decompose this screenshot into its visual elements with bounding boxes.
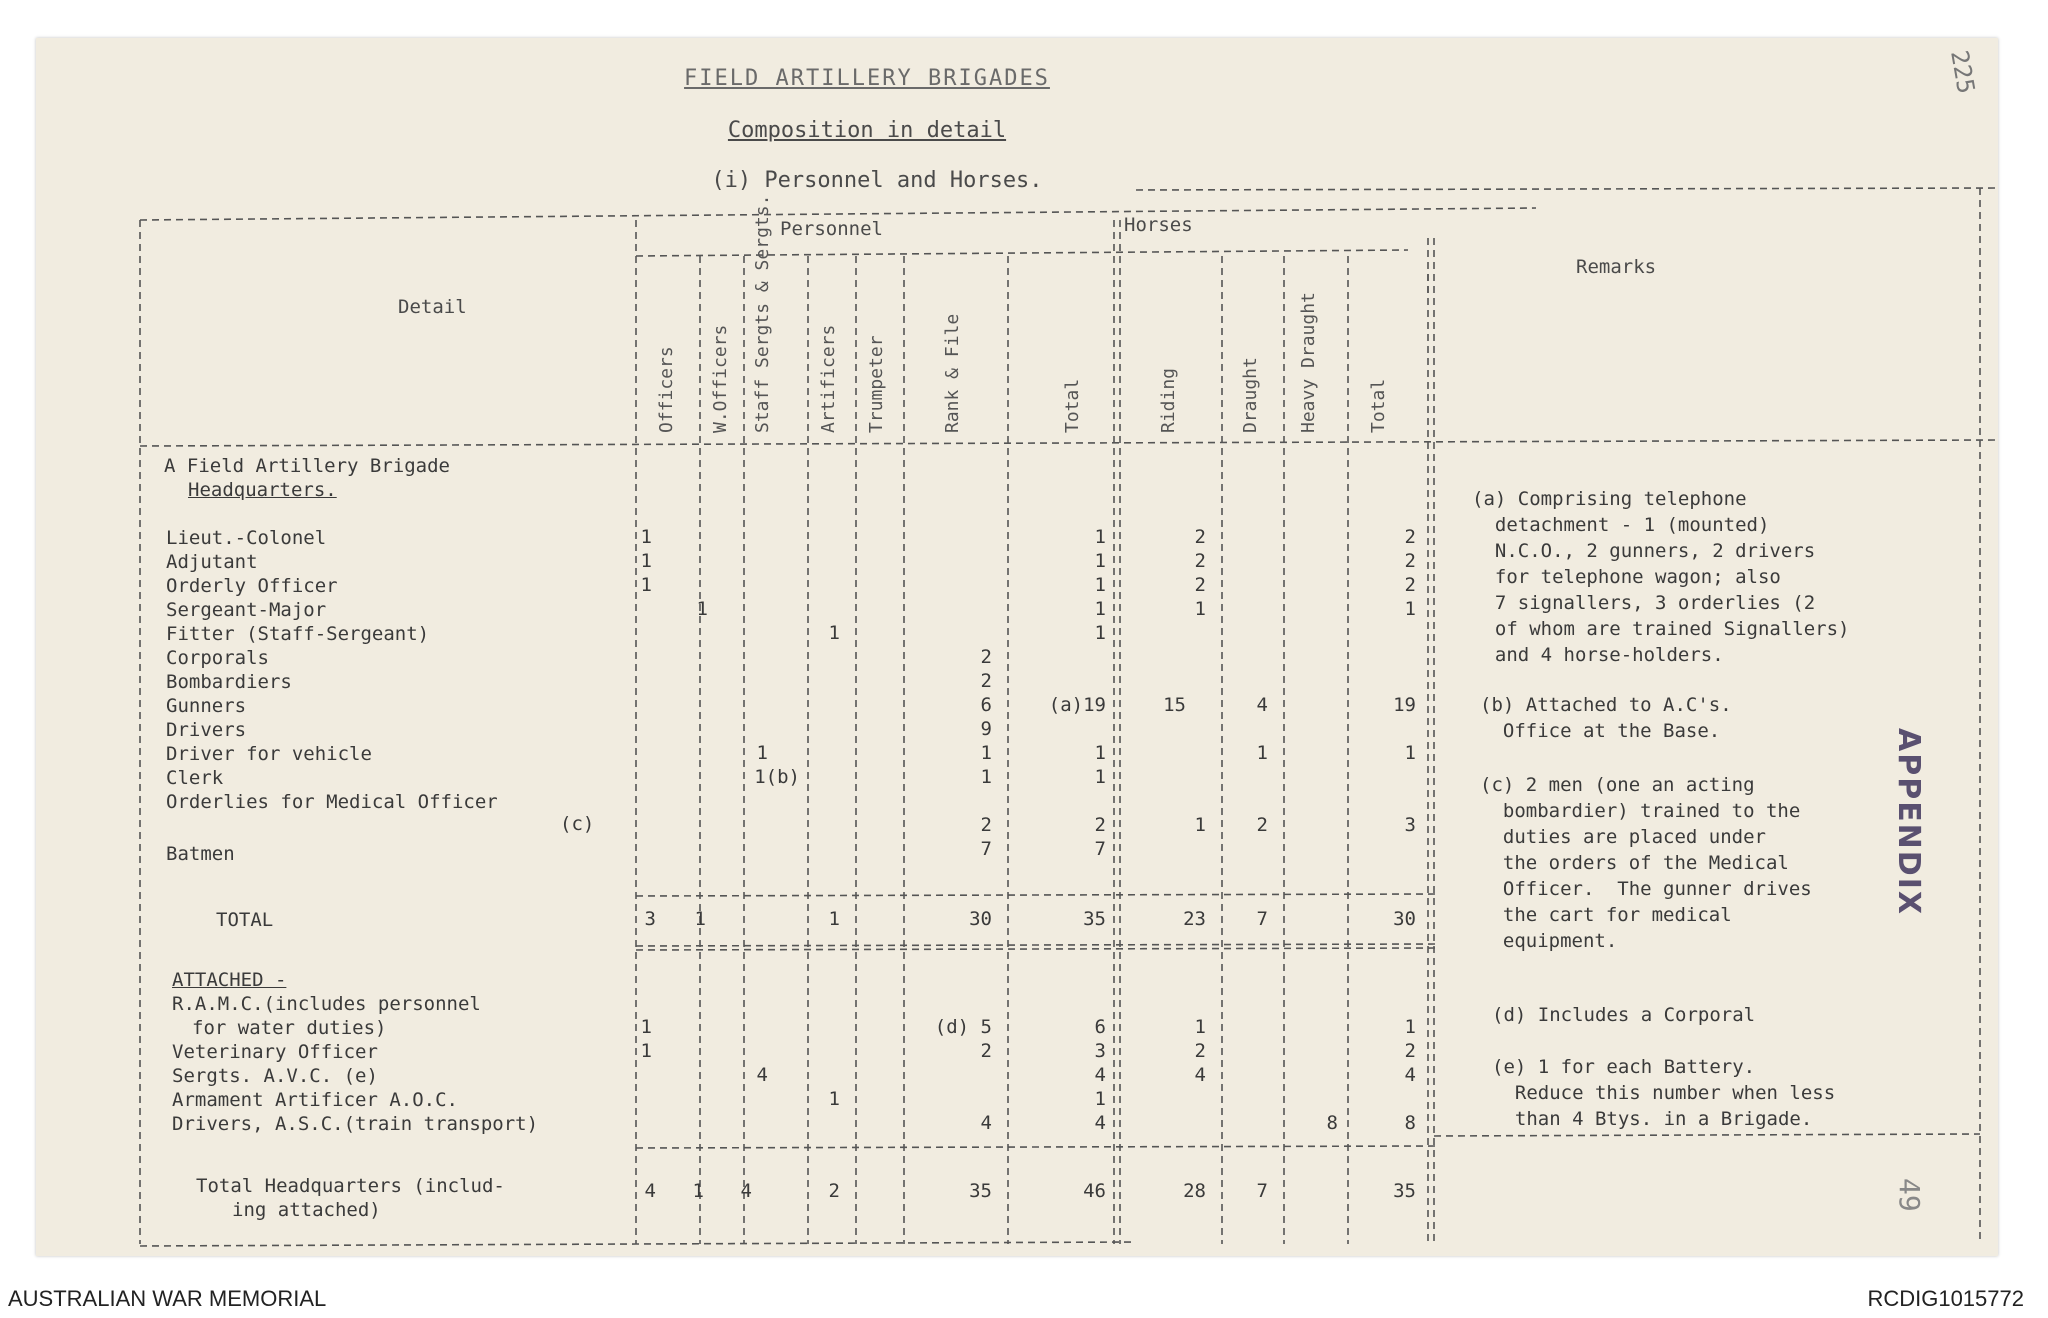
remark-a: (a) Comprising telephone detachment - 1 (mounted) N.C.O., 2 gunners, 2 drivers for telephone wagon; also 7 signallers, 3 orderlies (2 of whom are trained Signallers) and 4 horse-holders. bbox=[1472, 488, 1850, 666]
document-title: FIELD ARTILLERY BRIGADES bbox=[684, 66, 1050, 91]
corner-reference: 225 bbox=[1944, 48, 1980, 96]
col-w-officers: W.Officers bbox=[710, 324, 731, 433]
remark-b: (b) Attached to A.C's. Office at the Base. bbox=[1480, 694, 1732, 742]
col-draught: Draught bbox=[1240, 357, 1261, 433]
section-heading: (i) Personnel and Horses. bbox=[711, 168, 1043, 193]
footer-catalogue-id: RCDIG1015772 bbox=[1867, 1286, 2024, 1311]
personnel-header: Personnel bbox=[780, 218, 883, 240]
page-number: 49 bbox=[1893, 1178, 1926, 1212]
col-total-horses: Total bbox=[1368, 378, 1389, 433]
col-artificers: Artificers bbox=[818, 324, 839, 433]
section-a-subtitle: Headquarters. bbox=[188, 479, 337, 501]
horses-header: Horses bbox=[1124, 214, 1193, 236]
document-page: FIELD ARTILLERY BRIGADES Composition in detail (i) Personnel and Horses. 225 APPENDIX 49 Detail Personnel Horses Remarks Officers W.Officers Staff Sergts & Sergts. Artificers Trumpeter Rank & File Total Riding Draught Heavy Draught Total A Field Artillery Brigade Headquarters. Lieut.-Colonel 1 1 2 2 Adjutant 1 1 2 2 Orderly Officer 1 1 2 2 Sergeant-Major 1 1 1 1 Fitter (Staff-Sergeant) 1 1 Corporals 2 Bombardiers 2 Gunners 6 (a)19 15 4 19 Drivers 9 Driver for vehicle 1 1 1 1 1 Clerk 1(b) 1 1 Orderlies for Medical Officer (c) 2 2 1 2 3 Batmen 7 7 TOTAL 3 1 1 30 35 23 7 30 ATTACHED - R.A.M.C.(includes personnel for water duties) 1 (d) 5 6 1 1 Veterinary Officer 1 2 3 2 2 Sergts. A.V.C. (e) 4 4 4 4 Armament Artificer A.O.C. 1 1 Drivers, A.S.C.(train transport) 4 4 8 8 Total Headquarters (includ- ing attached) 4 1 4 2 35 46 28 7 35 (a) Comprising telephone detachment - 1 (mounted) N.C.O., 2 gunners, 2 drivers for telephone wagon; also 7 signallers, 3 orderlies (2 of whom are trained Signallers) and 4 horse-holders. (b) Attached to A.C's. Office at the Base. (c) 2 men (one an acting bombardier) trained to the duties are placed under the orders of the Medical Officer. The gunner drives the cart for medical equipment. (d) Includes a Corporal (e) 1 for each Battery. Reduce this number when less than 4 Btys. in a Brigade. bbox=[36, 38, 1998, 1256]
document-subtitle: Composition in detail bbox=[727, 118, 1007, 143]
col-rank-file: Rank & File bbox=[942, 313, 963, 433]
col-officers: Officers bbox=[656, 346, 677, 433]
attached-heading: ATTACHED - bbox=[172, 969, 287, 991]
col-heavy-draught: Heavy Draught bbox=[1298, 292, 1319, 433]
col-staff-sergts: Staff Sergts & Sergts. bbox=[752, 194, 773, 433]
remark-c: (c) 2 men (one an acting bombardier) trained to the duties are placed under the orders of the Medical Officer. The gunner drives the cart for medical equipment. bbox=[1480, 774, 1812, 952]
remarks-header: Remarks bbox=[1576, 256, 1657, 278]
col-total-personnel: Total bbox=[1062, 378, 1083, 433]
section-a-title: A Field Artillery Brigade bbox=[164, 455, 450, 477]
footer-institution: AUSTRALIAN WAR MEMORIAL bbox=[8, 1286, 327, 1311]
col-trumpeter: Trumpeter bbox=[866, 335, 887, 433]
appendix-stamp: APPENDIX bbox=[1891, 728, 1926, 916]
detail-header: Detail bbox=[398, 296, 467, 318]
remark-d: (d) Includes a Corporal bbox=[1492, 1004, 1756, 1026]
col-riding: Riding bbox=[1158, 367, 1179, 433]
remark-e: (e) 1 for each Battery. Reduce this number when less than 4 Btys. in a Brigade. bbox=[1492, 1056, 1836, 1130]
